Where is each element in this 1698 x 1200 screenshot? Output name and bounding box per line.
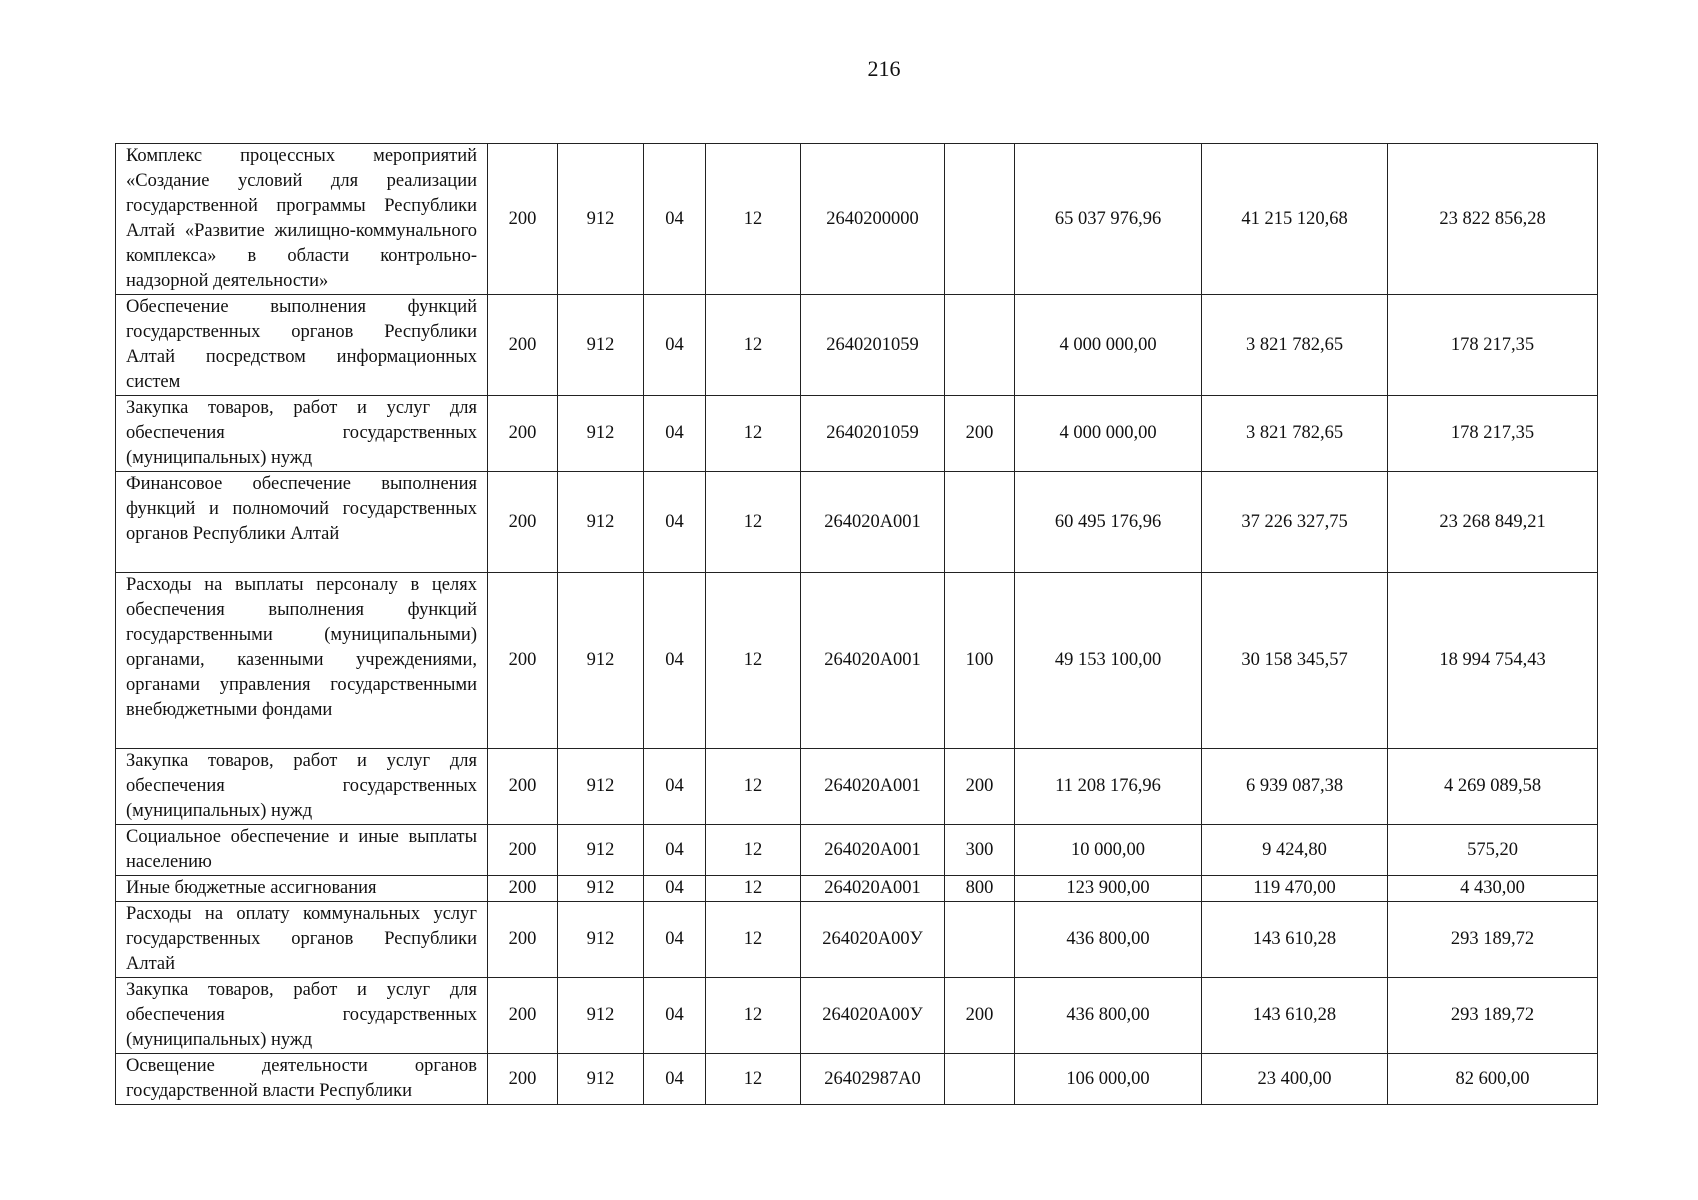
cell-c4: 12 [706,876,801,902]
cell-c7: 11 208 176,96 [1015,749,1202,825]
cell-c2: 912 [558,144,644,295]
cell-c2: 912 [558,978,644,1054]
cell-c8: 23 400,00 [1202,1054,1388,1105]
cell-c9: 18 994 754,43 [1388,573,1598,749]
cell-c5: 2640200000 [801,144,945,295]
table-row [116,573,1598,749]
row-name: Закупка товаров, работ и услуг для обеспечения государственных (муниципальных) нужд [116,396,488,472]
table-row [116,472,1598,573]
row-name: Расходы на выплаты персоналу в целях обеспечения выполнения функций государственными (муниципальными) органами, казенными учреждениями, органами управления государственными внебюджетными фондами [116,573,488,749]
cell-c8: 119 470,00 [1202,876,1388,902]
cell-c6 [945,1054,1015,1105]
cell-c9: 575,20 [1388,825,1598,876]
cell-c1: 200 [488,749,558,825]
cell-c7: 65 037 976,96 [1015,144,1202,295]
cell-c5: 264020А001 [801,876,945,902]
cell-c7: 49 153 100,00 [1015,573,1202,749]
cell-c4: 12 [706,295,801,396]
cell-c5: 264020А001 [801,472,945,573]
cell-c2: 912 [558,876,644,902]
cell-c4: 12 [706,144,801,295]
table-row [116,876,1598,902]
cell-c8: 143 610,28 [1202,978,1388,1054]
cell-c2: 912 [558,825,644,876]
row-name: Иные бюджетные ассигнования [116,876,488,902]
cell-c8: 9 424,80 [1202,825,1388,876]
cell-c4: 12 [706,1054,801,1105]
cell-c3: 04 [644,978,706,1054]
cell-c1: 200 [488,144,558,295]
row-name: Обеспечение выполнения функций государственных органов Республики Алтай посредством информационных систем [116,295,488,396]
row-name: Социальное обеспечение и иные выплаты населению [116,825,488,876]
cell-c2: 912 [558,749,644,825]
table-row [116,749,1598,825]
cell-c1: 200 [488,396,558,472]
cell-c9: 82 600,00 [1388,1054,1598,1105]
cell-c2: 912 [558,396,644,472]
cell-c7: 436 800,00 [1015,902,1202,978]
cell-c4: 12 [706,396,801,472]
cell-c4: 12 [706,749,801,825]
cell-c4: 12 [706,573,801,749]
cell-c8: 6 939 087,38 [1202,749,1388,825]
row-name: Расходы на оплату коммунальных услуг государственных органов Республики Алтай [116,902,488,978]
row-name: Освещение деятельности органов государственной власти Республики [116,1054,488,1105]
table-row [116,1054,1598,1105]
cell-c2: 912 [558,902,644,978]
cell-c6 [945,902,1015,978]
table-row [116,902,1598,978]
cell-c5: 2640201059 [801,396,945,472]
cell-c9: 178 217,35 [1388,295,1598,396]
cell-c4: 12 [706,902,801,978]
row-name: Финансовое обеспечение выполнения функций и полномочий государственных органов Республики Алтай [116,472,488,573]
cell-c4: 12 [706,978,801,1054]
cell-c4: 12 [706,472,801,573]
cell-c5: 264020А001 [801,825,945,876]
cell-c8: 37 226 327,75 [1202,472,1388,573]
cell-c8: 3 821 782,65 [1202,295,1388,396]
cell-c9: 23 268 849,21 [1388,472,1598,573]
cell-c3: 04 [644,1054,706,1105]
cell-c2: 912 [558,472,644,573]
cell-c3: 04 [644,876,706,902]
cell-c7: 60 495 176,96 [1015,472,1202,573]
cell-c9: 293 189,72 [1388,902,1598,978]
cell-c1: 200 [488,573,558,749]
page-number: 216 [867,56,901,81]
cell-c3: 04 [644,295,706,396]
cell-c9: 293 189,72 [1388,978,1598,1054]
cell-c2: 912 [558,1054,644,1105]
cell-c3: 04 [644,472,706,573]
cell-c6: 200 [945,396,1015,472]
cell-c3: 04 [644,749,706,825]
cell-c1: 200 [488,876,558,902]
cell-c3: 04 [644,396,706,472]
table-row [116,825,1598,876]
row-name: Комплекс процессных мероприятий «Создание условий для реализации государственной программы Республики Алтай «Развитие жилищно-коммунального комплекса» в области контрольно-надзорной деятельности» [116,144,488,295]
table-row [116,978,1598,1054]
row-name: Закупка товаров, работ и услуг для обеспечения государственных (муниципальных) нужд [116,749,488,825]
cell-c8: 3 821 782,65 [1202,396,1388,472]
cell-c5: 264020А001 [801,749,945,825]
row-name: Закупка товаров, работ и услуг для обеспечения государственных (муниципальных) нужд [116,978,488,1054]
cell-c1: 200 [488,978,558,1054]
cell-c6: 200 [945,749,1015,825]
cell-c1: 200 [488,825,558,876]
cell-c5: 264020А001 [801,573,945,749]
cell-c9: 23 822 856,28 [1388,144,1598,295]
cell-c9: 178 217,35 [1388,396,1598,472]
cell-c6 [945,472,1015,573]
cell-c7: 106 000,00 [1015,1054,1202,1105]
cell-c7: 123 900,00 [1015,876,1202,902]
cell-c7: 4 000 000,00 [1015,295,1202,396]
cell-c3: 04 [644,825,706,876]
cell-c8: 30 158 345,57 [1202,573,1388,749]
table-row [116,295,1598,396]
cell-c3: 04 [644,573,706,749]
cell-c6: 300 [945,825,1015,876]
cell-c5: 264020А00У [801,978,945,1054]
cell-c1: 200 [488,295,558,396]
cell-c2: 912 [558,573,644,749]
cell-c5: 26402987А0 [801,1054,945,1105]
cell-c6: 800 [945,876,1015,902]
cell-c5: 2640201059 [801,295,945,396]
budget-table-body [116,144,1598,1105]
cell-c7: 10 000,00 [1015,825,1202,876]
cell-c6: 200 [945,978,1015,1054]
table-row [116,396,1598,472]
cell-c3: 04 [644,144,706,295]
cell-c5: 264020А00У [801,902,945,978]
cell-c1: 200 [488,902,558,978]
cell-c3: 04 [644,902,706,978]
cell-c4: 12 [706,825,801,876]
cell-c9: 4 430,00 [1388,876,1598,902]
cell-c8: 41 215 120,68 [1202,144,1388,295]
cell-c6: 100 [945,573,1015,749]
cell-c7: 4 000 000,00 [1015,396,1202,472]
budget-table [115,143,1598,1105]
cell-c8: 143 610,28 [1202,902,1388,978]
cell-c1: 200 [488,472,558,573]
cell-c7: 436 800,00 [1015,978,1202,1054]
cell-c6 [945,144,1015,295]
cell-c1: 200 [488,1054,558,1105]
cell-c9: 4 269 089,58 [1388,749,1598,825]
cell-c2: 912 [558,295,644,396]
table-row [116,144,1598,295]
cell-c6 [945,295,1015,396]
